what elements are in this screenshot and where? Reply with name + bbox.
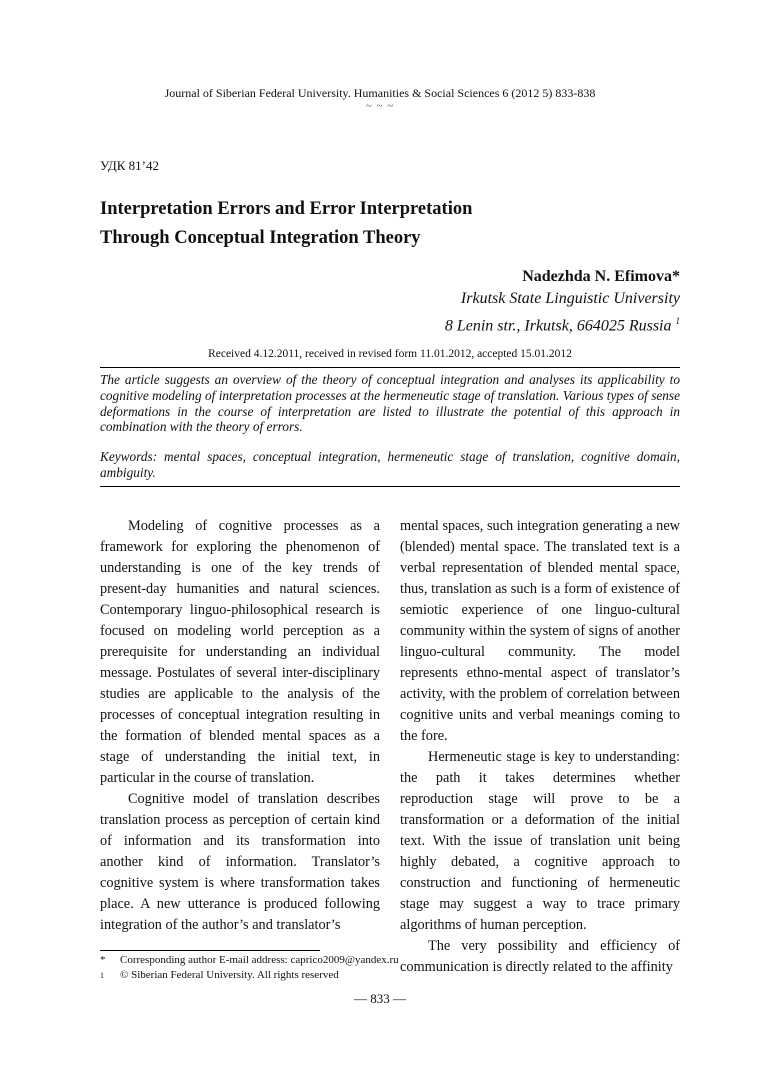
title-line-1: Interpretation Errors and Error Interpretation bbox=[100, 199, 473, 219]
body-paragraph: Cognitive model of translation describes translation process as perception of certain kind of information and its transformation into another kind of information. Translator’s cognitive system is where transformation takes place. A new utterance is produced following integration of the author’s and translator’s bbox=[100, 791, 380, 933]
footnote-mark: 1 bbox=[100, 971, 104, 980]
footnote-mark: * bbox=[100, 954, 106, 966]
author-block bbox=[445, 266, 680, 337]
title-line-2: Through Conceptual Integration Theory bbox=[100, 228, 421, 248]
received-dates: Received 4.12.2011, received in revised form 11.01.2012, accepted 15.01.2012 bbox=[208, 348, 572, 360]
footnotes bbox=[100, 953, 399, 983]
body-paragraph: mental spaces, such integration generating a new (blended) mental space. The translated text is a verbal representation of blended mental space, thus, translation as such is a form of existence of semiotic experience of one linguo-cultural community within the system of signs of another linguo-cultural community. The model represents ethno-mental aspect of translator’s activity, with the problem of correlation between cognitive units and verbal meanings coming to the fore. bbox=[400, 518, 680, 744]
udk-code: УДК 81’42 bbox=[100, 158, 160, 173]
footnote bbox=[100, 953, 399, 968]
author-address-footnote-mark: 1 bbox=[675, 316, 680, 326]
header-ornament: ~ ~ ~ bbox=[365, 100, 395, 112]
author-name: Nadezhda N. Efimova* bbox=[522, 268, 680, 285]
body-paragraph: Modeling of cognitive processes as a framework for exploring the phenomenon of understanding is one of the key trends of present-day humanities and natural sciences. Contemporary linguo-philosophical research is focused on modeling world perception as a prerequisite for understanding an individual message. Postulates of several inter-disciplinary studies are applicable to the analysis of the processes of conceptual integration resulting in the formation of blended mental spaces as a stage of understanding the initial text, in particular in the course of translation. bbox=[100, 518, 380, 786]
footnote-text: Corresponding author E-mail address: caprico2009@yandex.ru bbox=[120, 954, 399, 966]
body-column-right bbox=[400, 516, 680, 978]
page-number: — 833 — bbox=[354, 991, 406, 1006]
author-institution: Irkutsk State Linguistic University bbox=[460, 290, 680, 307]
abstract-bottom-rule bbox=[100, 486, 680, 487]
body-column-left bbox=[100, 516, 380, 936]
footnote-text: © Siberian Federal University. All rights reserved bbox=[120, 969, 339, 981]
body-paragraph: The very possibility and efficiency of communication is directly related to the affinity bbox=[400, 938, 680, 975]
journal-header: Journal of Siberian Federal University. Humanities & Social Sciences 6 (2012 5) 833-838 bbox=[164, 86, 596, 100]
author-address-text: 8 Lenin str., Irkutsk, 664025 Russia bbox=[444, 317, 672, 335]
keywords: Keywords: mental spaces, conceptual integration, hermeneutic stage of translation, cognitive domain, ambiguity. bbox=[100, 449, 680, 480]
footnote bbox=[100, 968, 399, 983]
body-paragraph: Hermeneutic stage is key to understanding: the path it takes determines whether reproduction stage will prove to be a transformation or a deformation of the initial text. With the issue of translation unit being highly debated, a cognitive approach to construction and functioning of hermeneutic stage may suggest a way to trace primary algorithms of human perception. bbox=[400, 749, 680, 933]
footnote-rule bbox=[100, 950, 320, 951]
abstract-top-rule bbox=[100, 367, 680, 368]
article-title bbox=[100, 195, 660, 253]
author-address bbox=[445, 310, 680, 337]
abstract: The article suggests an overview of the theory of conceptual integration and analyses its applicability to cognitive modeling of interpretation processes at the hermeneutic stage of translation. Various types of sense deformations in the course of interpretation are listed to illustrate the potential of this approach in combination with the theory of errors. bbox=[100, 372, 680, 435]
